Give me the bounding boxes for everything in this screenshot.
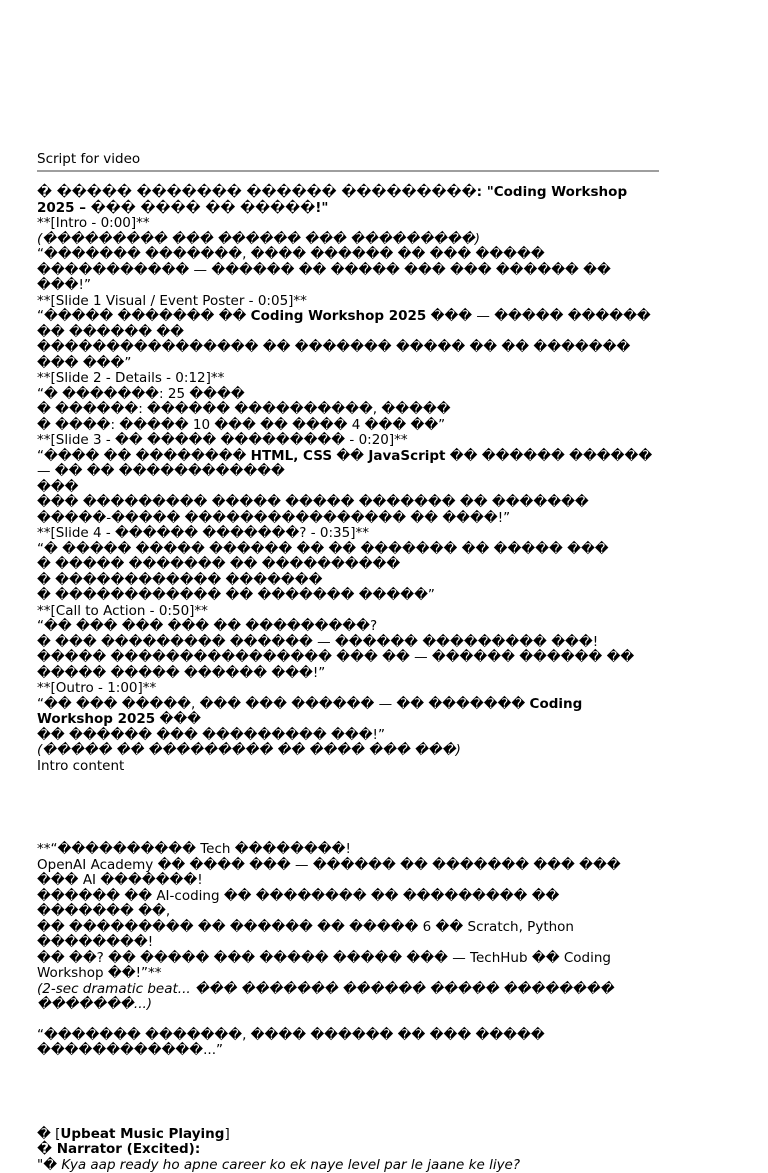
music-note-icon: �: [37, 1126, 51, 1142]
slide2-marker: **[Slide 2 - Details - 0:12]**: [37, 371, 659, 387]
music-cue: � [Upbeat Music Playing]: [37, 1127, 659, 1143]
slide4-line: � ����� ������� �� ����������: [37, 557, 659, 573]
slide4-line: “� ����� ����� ������ �� �� ������� �� ����� ���: [37, 542, 659, 558]
script-title: � ����� ������� ������ ���������: "Coding Workshop 2025 – ��� ���� �� �����!": [37, 185, 659, 216]
slide1-line: “����� ������� �� Coding Workshop 2025 ��� — ����� ������ �� ������ ��: [37, 309, 659, 340]
intro-direction: (��������� ��� ������ ��� ���������): [37, 232, 659, 248]
cta-line: ����� ���������������� ��� �� — ������ ������ �� ����� ����� ������ ���!”: [37, 650, 659, 681]
cta-line: � ��� ��������� ������ — ������ ��������� ���!: [37, 635, 659, 651]
intro-content-block: [37, 842, 659, 1013]
music-cue-block: [37, 1127, 659, 1173]
outro-direction: (����� �� ��������� �� ���� ��� ���): [37, 743, 659, 759]
intro-content-label: Intro content: [37, 759, 659, 775]
narration-line: “������� �������, ���� ������ �� ��� ����� ������������...”: [37, 1028, 659, 1059]
narrator-quote: "� Kya aap ready ho apne career ko ek naye level par le jaane ke liye?: [37, 1158, 659, 1173]
slide4-line: � ������������ �������: [37, 573, 659, 589]
stage-direction: (2-sec dramatic beat... ��� ������� ������ ����� �������� �������...): [37, 982, 659, 1013]
slide3-line: “���� �� �������� HTML, CSS �� JavaScript �� ������ ������ — �� �� ������������: [37, 449, 659, 480]
narrator-label: � Narrator (Excited):: [37, 1142, 659, 1158]
intro-line: ���!”: [37, 278, 659, 294]
intro-marker: **[Intro - 0:00]**: [37, 216, 659, 232]
document-body: [37, 150, 659, 1173]
slide3-line: ���: [37, 480, 659, 496]
slide2-line: � ������: ������ ����������, �����: [37, 402, 659, 418]
slide4-line: � ������������ �� ������� �����”: [37, 588, 659, 604]
outro-line: �� ������ ��� ��������� ���!”: [37, 728, 659, 744]
slide2-line: “� �������: 25 ����: [37, 387, 659, 403]
slide3-marker: **[Slide 3 - �� ����� ��������� - 0:20]**: [37, 433, 659, 449]
content-line: OpenAI Academy �� ���� ��� — ������ �� ������� ��� ��� ��� AI �������!: [37, 858, 659, 889]
cta-line: “�� ��� ��� ��� �� ���������?: [37, 619, 659, 635]
microphone-icon: �: [37, 1141, 52, 1157]
script-block: [37, 185, 659, 774]
outro-line: “�� ��� �����, ��� ��� ������ — �� ������� Coding Workshop 2025 ���: [37, 697, 659, 728]
slide3-line: ��� ��������� ����� ����� ������� �� ������� �����-����� ���������������� �� ����!”: [37, 495, 659, 526]
content-line: **“���������� Tech ��������!: [37, 842, 659, 858]
outro-marker: **[Outro - 1:00]**: [37, 681, 659, 697]
document-heading: Script for video: [37, 150, 659, 168]
slide2-line: � ����: ����� 10 ��� �� ���� 4 ��� ��”: [37, 418, 659, 434]
content-line: �� ��������� �� ������ �� ����� 6 �� Scratch, Python ��������!: [37, 920, 659, 951]
slide1-line: ���������������� �� ������� ����� �� �� ������� ��� ���”: [37, 340, 659, 371]
slide1-marker: **[Slide 1 Visual / Event Poster - 0:05]**: [37, 294, 659, 310]
cta-marker: **[Call to Action - 0:50]**: [37, 604, 659, 620]
slide4-marker: **[Slide 4 - ������ �������? - 0:35]**: [37, 526, 659, 542]
narration-block: [37, 1028, 659, 1059]
intro-line: “������� �������, ���� ������ �� ��� ����� ����������� — ������ �� ����� ��� ��� ������ ��: [37, 247, 659, 278]
content-line: �� ��? �� ����� ��� ����� ����� ��� — TechHub �� Coding Workshop ��!”**: [37, 951, 659, 982]
content-line: ������ �� AI-coding �� �������� �� ��������� �� ������� ��,: [37, 889, 659, 920]
